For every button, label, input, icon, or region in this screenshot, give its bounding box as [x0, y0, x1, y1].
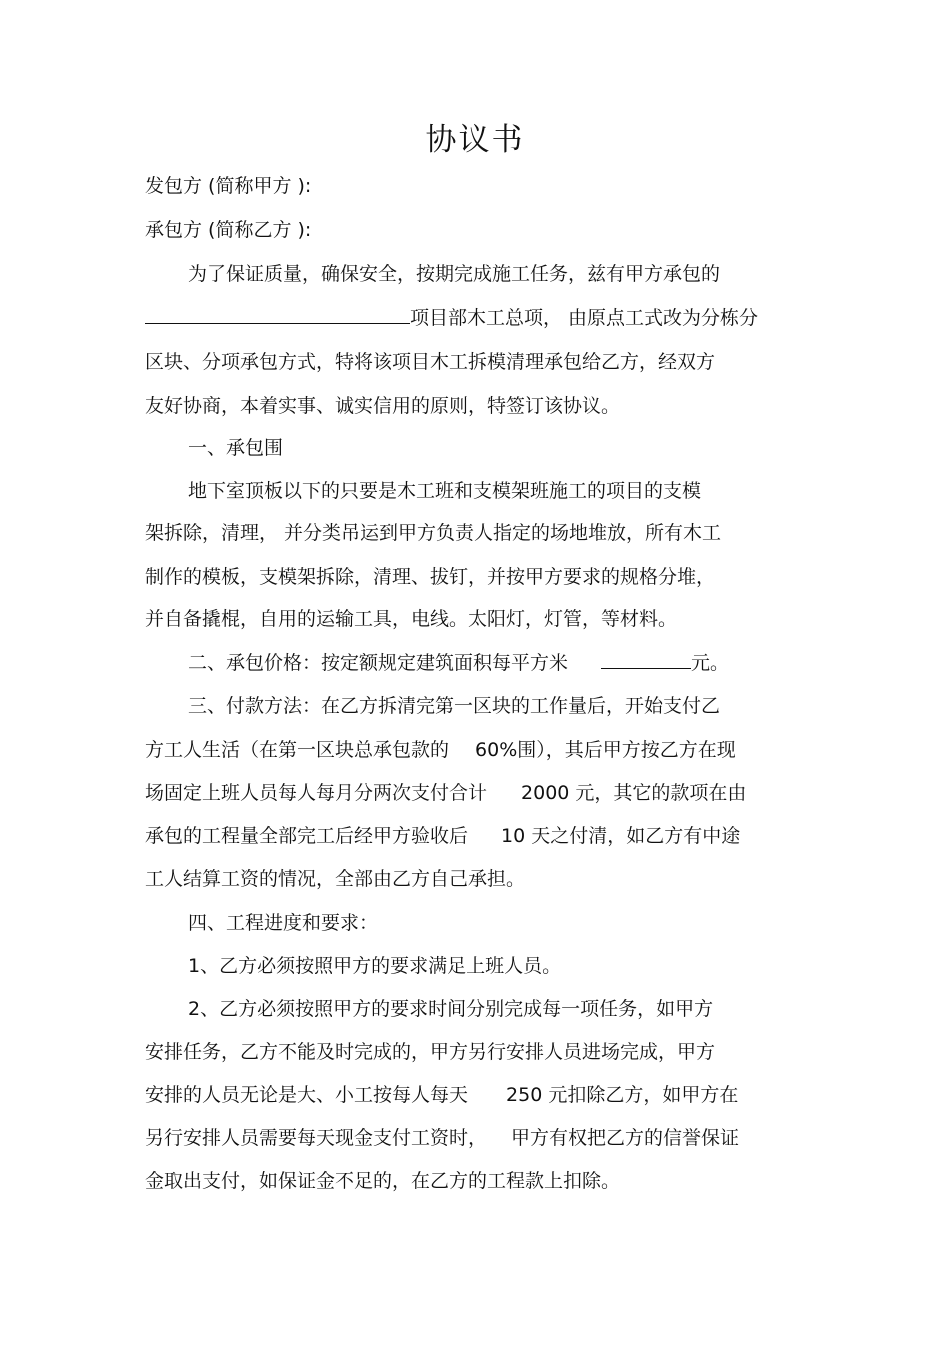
section-4-item-2-line-3 [145, 1082, 738, 1108]
section-1-heading: 一、承包围 [188, 437, 284, 459]
section-4-item-2-line-1: 2、乙方必须按照甲方的要求时间分别完成每一项任务，如甲方 [188, 998, 714, 1020]
section-1-line-4: 并自备撬棍，自用的运输工具，电线。太阳灯，灯管，等材料。 [145, 608, 678, 630]
section-4-item-1: 1、乙方必须按照甲方的要求满足上班人员。 [188, 955, 562, 977]
section-2-unit: 元。 [691, 652, 730, 674]
intro-line-2 [145, 305, 758, 331]
section-3-line-4 [145, 823, 740, 849]
intro-line-2-text: 项目部木工总项， 由原点工式改为分栋分 [410, 307, 759, 329]
intro-line-4: 友好协商，本着实事、诚实信用的原则，特签订该协议。 [145, 395, 621, 417]
price-blank [601, 650, 691, 669]
project-name-blank [145, 305, 410, 324]
document-title: 协议书 [425, 122, 525, 158]
section-3-line-1: 三、付款方法：在乙方拆清完第一区块的工作量后，开始支付乙 [188, 695, 721, 717]
section-1-line-3: 制作的模板，支模架拆除，清理、拔钉，并按甲方要求的规格分堆， [145, 566, 716, 588]
intro-line-3: 区块、分项承包方式，特将该项目木工拆模清理承包给乙方，经双方 [145, 351, 716, 373]
section-2-text: 二、承包价格：按定额规定建筑面积每平方米 [188, 652, 569, 674]
section-4-heading: 四、工程进度和要求： [188, 912, 379, 934]
section-3-line-2 [145, 737, 736, 763]
section-3-line-4a: 承包的工程量全部完工后经甲方验收后 [145, 825, 469, 847]
section-3-line-5: 工人结算工资的情况，全部由乙方自己承担。 [145, 868, 526, 890]
section-4-item-2-line-4b: 甲方有权把乙方的信誉保证 [511, 1127, 740, 1149]
section-4-item-2-line-4 [145, 1125, 739, 1151]
section-3-line-3a: 场固定上班人员每人每月分两次支付合计 [145, 782, 488, 804]
section-4-item-2-line-3a: 安排的人员无论是大、小工按每人每天 [145, 1084, 469, 1106]
party-b-line: 承包方 (简称乙方 ): [145, 219, 312, 241]
section-4-item-2-line-4a: 另行安排人员需要每天现金支付工资时， [145, 1127, 488, 1149]
section-1-line-2: 架拆除，清理， 并分类吊运到甲方负责人指定的场地堆放，所有木工 [145, 522, 722, 544]
section-1-line-1: 地下室顶板以下的只要是木工班和支模架班施工的项目的支模 [188, 480, 702, 502]
section-3-line-3b: 2000 元，其它的款项在由 [521, 782, 747, 804]
intro-line-1: 为了保证质量，确保安全，按期完成施工任务，兹有甲方承包的 [188, 263, 721, 285]
section-4-item-2-line-3b: 250 元扣除乙方，如甲方在 [506, 1084, 739, 1106]
section-3-line-3 [145, 780, 746, 806]
party-a-line: 发包方 (简称甲方 ): [145, 175, 312, 197]
section-3-line-2a: 方工人生活（在第一区块总承包款的 [145, 739, 450, 761]
section-4-item-2-line-5: 金取出支付，如保证金不足的，在乙方的工程款上扣除。 [145, 1170, 621, 1192]
section-2-line [188, 650, 729, 676]
section-3-line-4b: 10 天之付清，如乙方有中途 [501, 825, 741, 847]
section-4-item-2-line-2: 安排任务，乙方不能及时完成的，甲方另行安排人员进场完成，甲方 [145, 1041, 716, 1063]
section-3-line-2b: 60%围），其后甲方按乙方在现 [475, 739, 736, 761]
